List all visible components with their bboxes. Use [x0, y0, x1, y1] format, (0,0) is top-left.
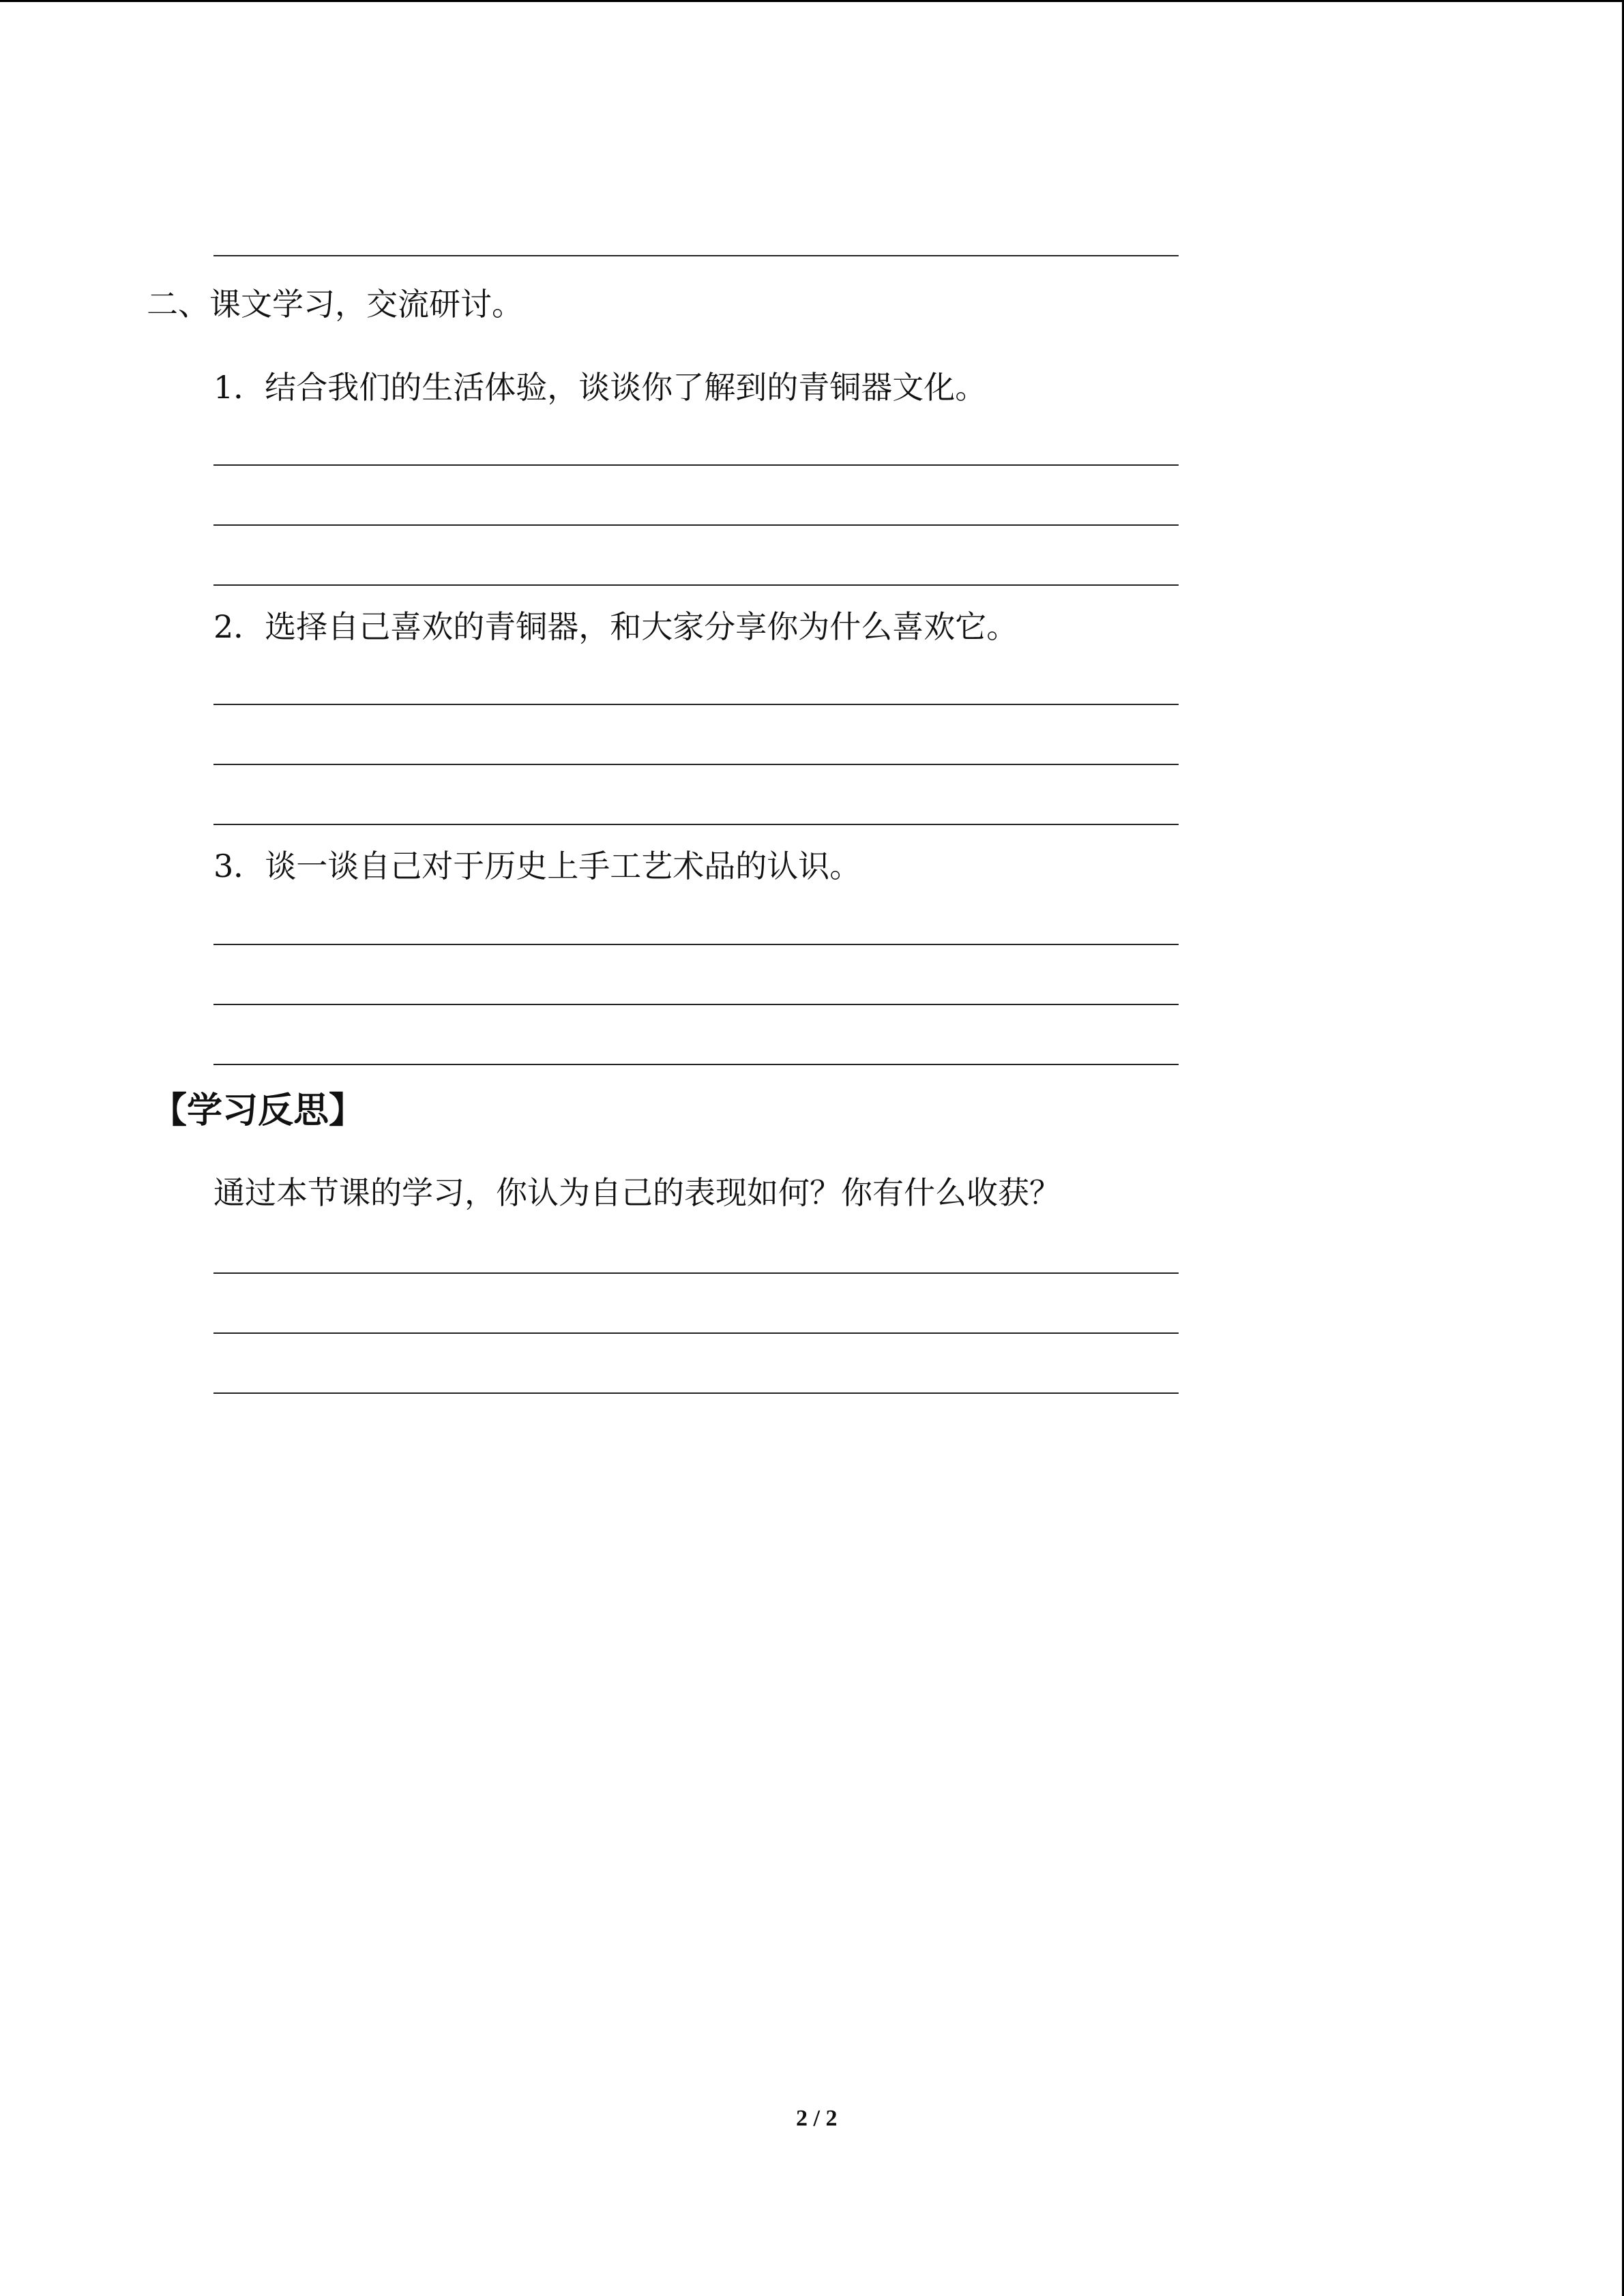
answer-line-q2-2 — [213, 764, 1179, 765]
question-1: 1．结合我们的生活体验，谈谈你了解到的青铜器文化。 — [213, 369, 987, 406]
question-3: 3．谈一谈自己对于历史上手工艺术品的认识。 — [213, 848, 861, 884]
page-number: 2 / 2 — [796, 2106, 838, 2131]
answer-line-q1-3 — [213, 584, 1179, 586]
reflection-prompt: 通过本节课的学习，你认为自己的表现如何？你有什么收获？ — [213, 1174, 1061, 1211]
answer-line-q2-1 — [213, 704, 1179, 705]
answer-line-carryover — [213, 255, 1179, 256]
answer-line-reflection-2 — [213, 1332, 1179, 1334]
answer-line-q1-1 — [213, 464, 1179, 466]
answer-line-reflection-3 — [213, 1392, 1179, 1394]
answer-line-q1-2 — [213, 524, 1179, 526]
answer-line-q3-1 — [213, 944, 1179, 945]
answer-line-reflection-1 — [213, 1272, 1179, 1274]
reflection-heading: 【学习反思】 — [151, 1090, 365, 1131]
page-border-top — [0, 0, 1624, 2]
answer-line-q3-3 — [213, 1064, 1179, 1065]
answer-line-q3-2 — [213, 1004, 1179, 1005]
question-2: 2．选择自己喜欢的青铜器，和大家分享你为什么喜欢它。 — [213, 608, 1018, 645]
section-title: 二、课文学习，交流研讨。 — [147, 286, 523, 323]
answer-line-q2-3 — [213, 824, 1179, 825]
